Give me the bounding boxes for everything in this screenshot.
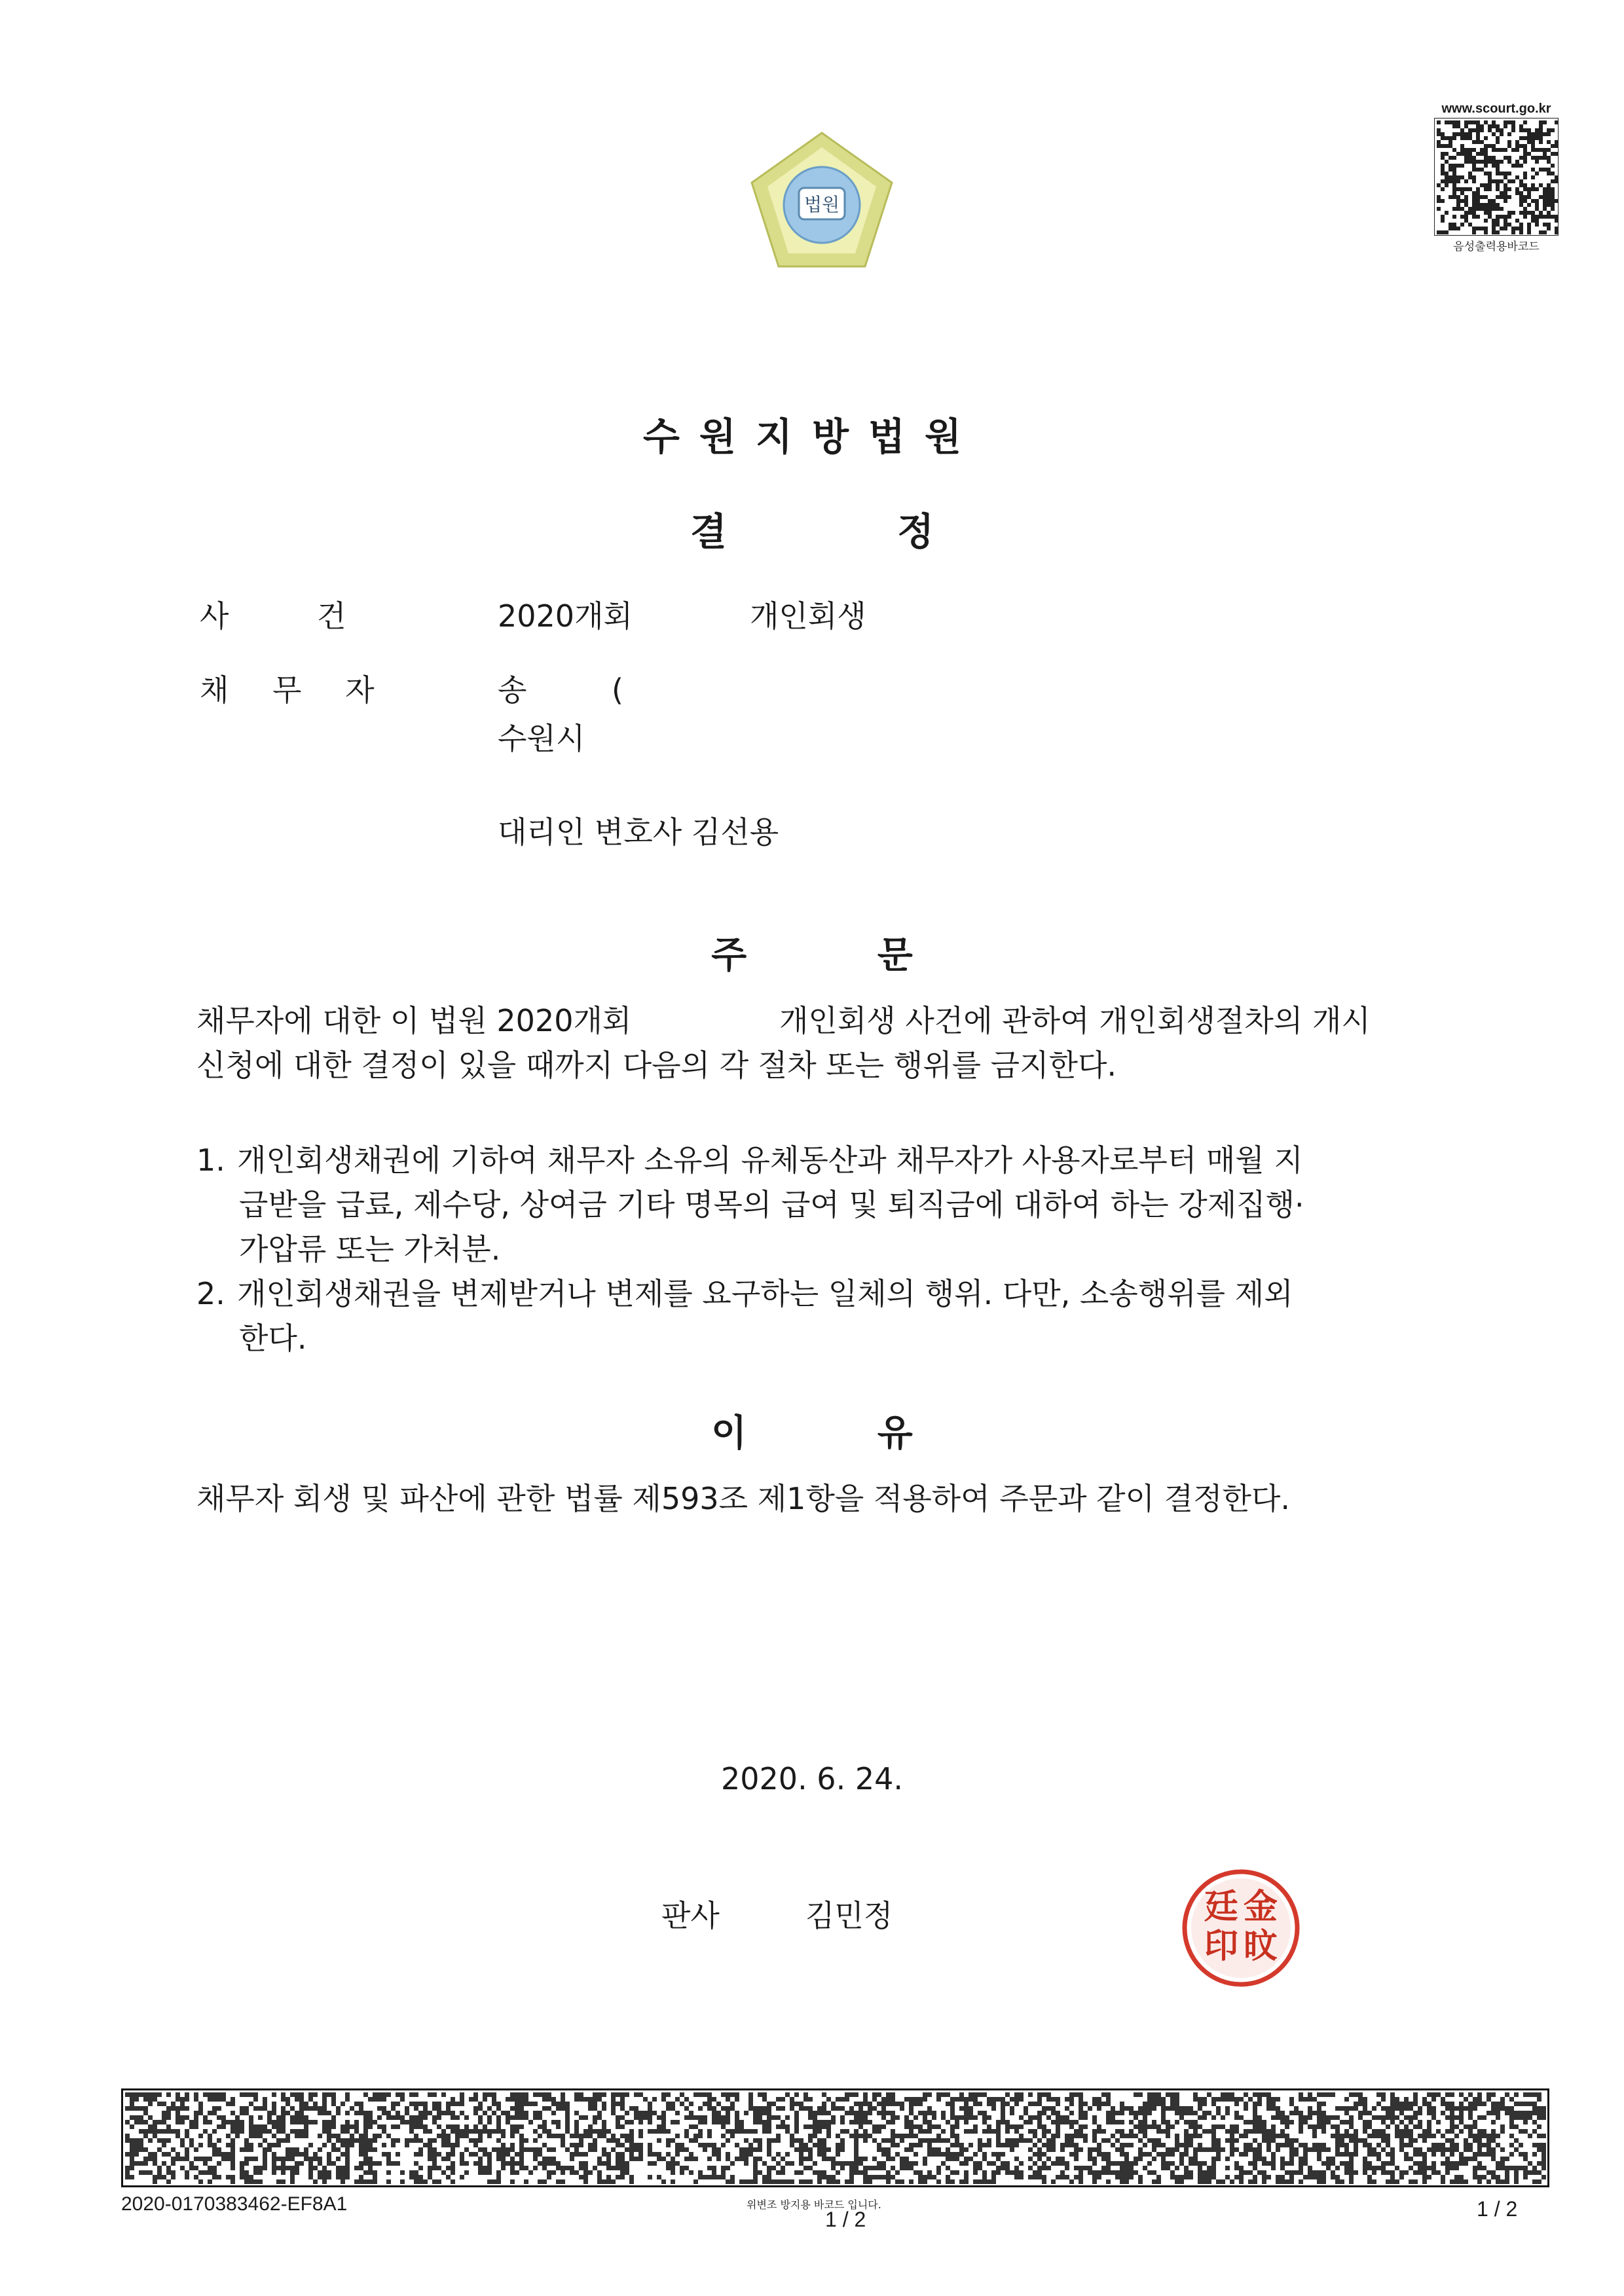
page-number-center: 1 / 2 xyxy=(825,2208,866,2231)
decision-date: 2020. 6. 24. xyxy=(721,1761,903,1796)
court-name: 수원지방법원 xyxy=(642,414,982,459)
qr-code-icon xyxy=(1434,118,1559,236)
order-item-number: 2. xyxy=(196,1276,225,1311)
order-item-line: 급받을 급료, 제수당, 상여금 기타 명목의 급여 및 퇴직금에 대하여 하는 강제집행· xyxy=(239,1187,1304,1222)
order-heading: 주 문 xyxy=(711,934,913,977)
order-intro-line2: 신청에 대한 결정이 있을 때까지 다음의 각 절차 또는 행위를 금지한다. xyxy=(196,1048,1117,1083)
order-item-line: 개인회생채권을 변제받거나 변제를 요구하는 일체의 행위. 다만, 소송행위를 제외 xyxy=(237,1276,1293,1311)
case-number: 2020개회 xyxy=(498,598,633,634)
debtor-address: 수원시 xyxy=(498,721,585,756)
order-item-1 xyxy=(196,1138,1441,1271)
case-type: 개인회생 xyxy=(750,598,866,634)
order-item-line: 개인회생채권에 기하여 채무자 소유의 유체동산과 채무자가 사용자로부터 매월 지 xyxy=(237,1142,1303,1178)
qr-url: www.scourt.go.kr xyxy=(1441,101,1551,116)
debtor-name: 송 ( xyxy=(498,672,624,708)
order-intro-line1b: 개인회생 사건에 관하여 개인회생절차의 개시 xyxy=(779,1003,1371,1038)
page-number-right: 1 / 2 xyxy=(1477,2197,1518,2221)
document-type-title: 결 정 xyxy=(690,509,934,554)
seal-glyph: 印 xyxy=(1204,1926,1239,1966)
debtor-agent: 대리인 변호사 김선용 xyxy=(498,814,779,850)
judge-seal-icon xyxy=(1179,1866,1303,1990)
qr-label: 음성출력용바코드 xyxy=(1453,240,1540,253)
debtor-label: 채 무 자 xyxy=(200,672,375,708)
case-label: 사 건 xyxy=(200,598,346,634)
court-emblem-icon xyxy=(747,128,897,272)
reason-heading: 이 유 xyxy=(711,1412,913,1455)
anti-forgery-barcode xyxy=(121,2088,1549,2187)
judge-name: 김민정 xyxy=(805,1898,893,1933)
order-intro-line1a: 채무자에 대한 이 법원 2020개회 xyxy=(196,1003,632,1038)
reason-text: 채무자 회생 및 파산에 관한 법률 제593조 제1항을 적용하여 주문과 같이 결정한다. xyxy=(196,1481,1291,1516)
seal-glyph: 廷 xyxy=(1204,1887,1239,1927)
order-item-2 xyxy=(196,1271,1441,1360)
order-item-line: 가압류 또는 가처분. xyxy=(239,1231,501,1267)
order-item-number: 1. xyxy=(196,1142,225,1178)
svg-text:법원: 법원 xyxy=(803,194,840,215)
order-item-line: 한다. xyxy=(239,1321,307,1356)
seal-glyph: 金 xyxy=(1243,1887,1278,1927)
judge-title: 판사 xyxy=(661,1898,720,1933)
document-id: 2020-0170383462-EF8A1 xyxy=(121,2193,348,2215)
seal-glyph: 旼 xyxy=(1243,1926,1278,1966)
barcode-note: 위변조 방지용 바코드 입니다. xyxy=(747,2198,881,2211)
